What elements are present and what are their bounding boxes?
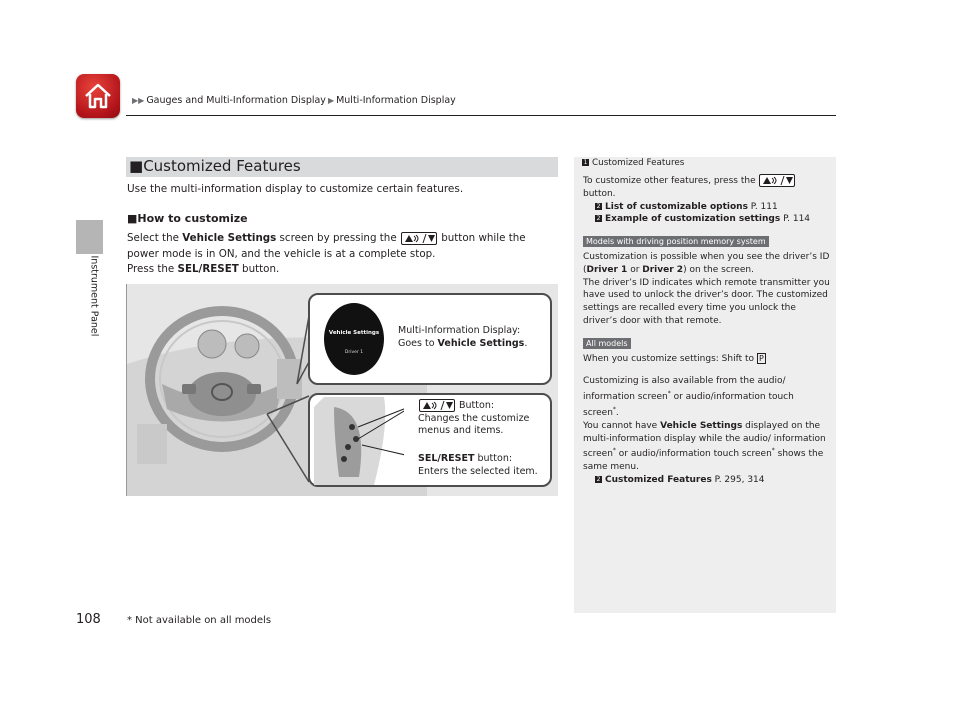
sidebar-heading: 1 Customized Features	[583, 158, 685, 168]
buttons-callout	[308, 393, 552, 487]
volume-up-down-key-icon	[759, 174, 795, 187]
multi-information-display-image	[324, 303, 384, 375]
volume-up-down-key-icon	[401, 232, 437, 245]
reference-arrow-icon: 2	[596, 215, 601, 223]
page-number: 108	[76, 612, 101, 627]
park-position-icon: P	[757, 353, 766, 364]
breadcrumb-arrow-icon: ▶▶	[132, 96, 145, 105]
chapter-tab-marker	[76, 220, 103, 254]
reference-arrow-icon: 2	[596, 475, 601, 483]
ref-link-customizable-options[interactable]: 2 List of customizable options P. 111	[596, 201, 778, 212]
home-icon	[82, 80, 114, 112]
chapter-tab[interactable]	[88, 255, 100, 338]
display-screen-title: Vehicle Settings	[328, 329, 380, 336]
note-marker-icon: 1	[583, 159, 588, 166]
sidebar-body: To customize other features, press the button. 2 List of customizable options P. 111 2 Example of customization settings P. 114 Models with driving position memory system Customization is possible when you see the driver’s ID (Driver 1 or Driver 2) on the screen. The driver’s ID indicates which remote transmitter you have used to unlock the driver’s door. The customized settings are recalled every time you unlock the driver’s door with that remote. All models When you customize settings: Shift to P Customizing is also available from the audio/ information screen* or audio/information touch screen*. You cannot have Vehicle Settings displayed on the multi-information display while the audio/ information screen* or audio/information touch screen* shows the same menu. 2 Customized Features P. 295, 314	[583, 176, 830, 485]
header-divider	[126, 115, 836, 116]
volume-up-down-key-icon	[419, 399, 455, 412]
model-tag: Models with driving position memory system	[583, 236, 769, 247]
breadcrumb-arrow-icon: ▶	[327, 96, 335, 105]
sel-reset-callout-text: SEL/RESET button: Enters the selected item.	[418, 453, 538, 477]
breadcrumb-item-mid[interactable]: Multi-Information Display	[336, 95, 456, 106]
model-tag: All models	[583, 338, 631, 349]
volume-button-callout-text: Button: Changes the customize menus and items.	[418, 400, 530, 436]
section-title: ■Customized Features	[129, 157, 301, 175]
home-button[interactable]	[76, 74, 120, 118]
footnote: * Not available on all models	[127, 615, 272, 626]
chapter-tab-label: Instrument Panel	[88, 255, 100, 337]
ref-link-customized-features[interactable]: 2 Customized Features P. 295, 314	[596, 474, 765, 485]
breadcrumb-item-gauges[interactable]: Gauges and Multi-Information Display	[146, 95, 326, 106]
intro-text: Use the multi-information display to customize certain features.	[127, 183, 464, 195]
ref-link-customization-example[interactable]: 2 Example of customization settings P. 114	[596, 214, 811, 225]
steering-switch-closeup	[314, 397, 404, 485]
reference-arrow-icon: 2	[596, 202, 601, 210]
subheading: ■How to customize	[127, 212, 248, 225]
display-callout	[308, 293, 552, 385]
instructions-paragraph: Select the Vehicle Settings screen by pressing the button while the power mode is in ON, and the vehicle is at a complete stop. Press the SEL/RESET button.	[127, 232, 526, 275]
display-driver-id: Driver 1	[344, 349, 364, 355]
display-callout-text: Multi-Information Display: Goes to Vehicle Settings.	[398, 325, 528, 349]
breadcrumb	[130, 95, 456, 106]
